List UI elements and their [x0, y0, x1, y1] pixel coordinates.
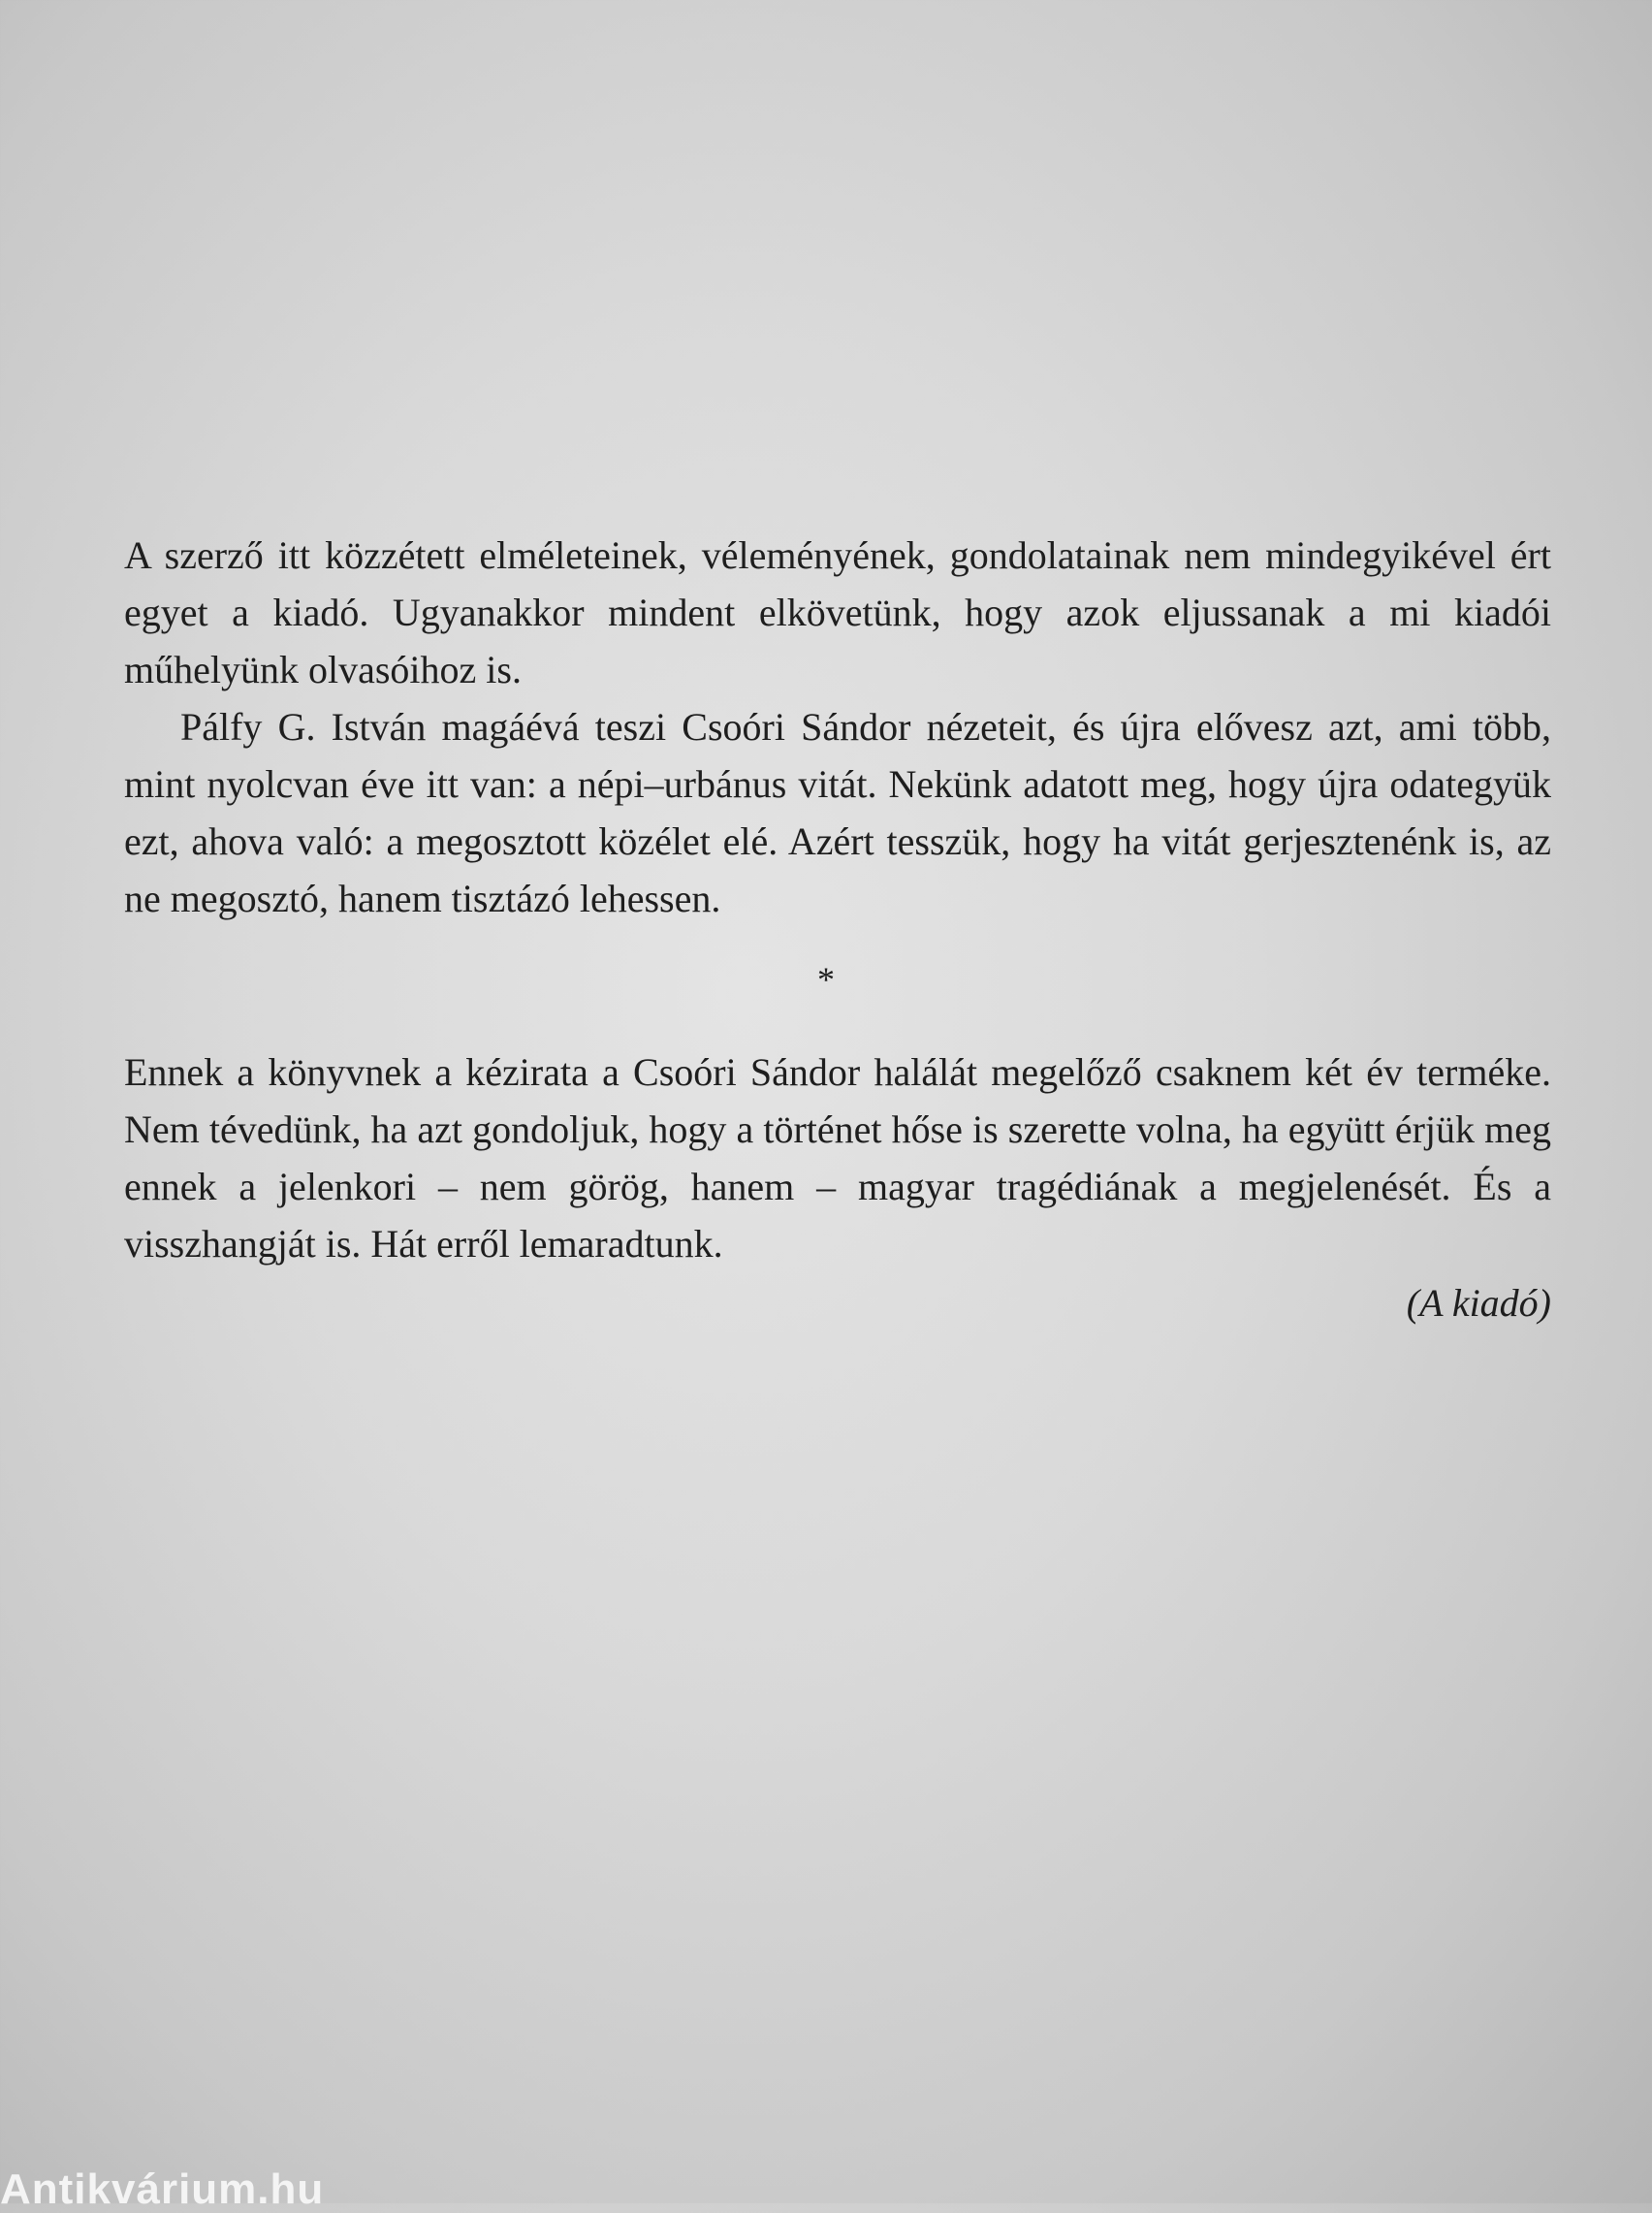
paragraph-debate: Pálfy G. István magáévá teszi Csoóri Sándor nézeteit, és újra elővesz azt, ami több, mint nyolcvan éve itt van: a népi–urbánus vitát. Nekünk adatott meg, hogy újra odategyük ezt, ahova való: a megosztott közélet elé. Azért tesszük, hogy ha vitát gerjesztenénk is, az ne megosztó, hanem tisztázó lehessen.: [124, 705, 1551, 920]
publisher-note-bottom: [124, 1043, 1551, 1272]
watermark-text: Antikvárium.hu: [0, 2165, 325, 2213]
publisher-note-top: [124, 527, 1551, 927]
publisher-signature: (A kiadó): [1406, 1281, 1551, 1325]
paragraph-disclaimer: A szerző itt közzétett elméleteinek, véleményének, gondolatainak nem mindegyikével ért egyet a kiadó. Ugyanakkor mindent elkövetünk, hogy azok eljussanak a mi kiadói műhelyünk olvasóihoz is.: [124, 533, 1551, 691]
paragraph-manuscript: Ennek a könyvnek a kézirata a Csoóri Sándor halálát megelőző csaknem két év terméke. Nem tévedünk, ha azt gondoljuk, hogy a történet hőse is szerette volna, ha együtt érjük meg ennek a jelenkori – nem görög, hanem – magyar tragédiának a megjelenését. És a visszhangját is. Hát erről lemaradtunk.: [124, 1050, 1551, 1266]
section-separator-asterisk: *: [817, 960, 835, 999]
